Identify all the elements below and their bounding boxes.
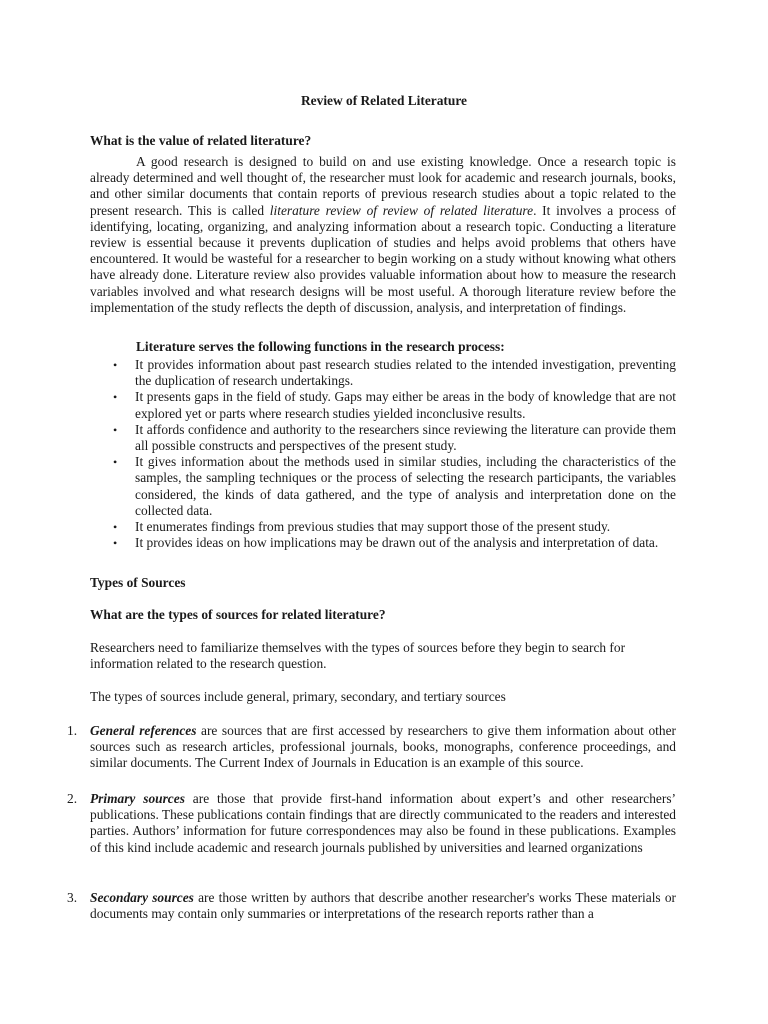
value-paragraph: [90, 154, 676, 316]
bullet-icon: •: [113, 520, 118, 535]
item-body: [90, 723, 676, 772]
paragraph-text-end: . It involves a process of identifying, locating, organizing, and analyzing information about a research topic. Conducting a literature review is essential because it prevents duplication of studies and helps avoid problems that others have encountered. It would be wasteful for a researcher to begin working on a study without knowing what others have already done. Literature review also provides valuable information about how to measure the research variables involved and what research designs will be most useful. A thorough literature review before the implementation of the study reflects the depth of discussion, analysis, and interpretation of findings.: [90, 202, 676, 315]
list-item: [113, 454, 676, 519]
item-body: [90, 890, 676, 922]
item-text: are sources that are first accessed by researchers to give them information about other sources such as research articles, professional journals, books, monographs, conference proceedings, and similar documents. The Current Index of Journals in Education is an example of this source.: [90, 723, 676, 771]
types-intro-paragraph: Researchers need to familiarize themselves with the types of sources before they begin to search for information related to the research question.: [90, 640, 626, 672]
types-question-heading: What are the types of sources for related literature?: [90, 607, 386, 622]
list-item: [113, 535, 676, 551]
list-item-text: It affords confidence and authority to the researchers since reviewing the literature can provide them all possible constructs and perspectives of the present study.: [135, 421, 676, 454]
item-body: [90, 791, 676, 856]
item-text: are those that provide first-hand information about expert’s and other researchers’ publications. These publications contain findings that are directly communicated to the readers and interested parties. Authors’ information for future correspondences may also be found in these publications. Examples of this kind include academic and research journals published by universities and learned organizations: [90, 791, 677, 855]
numbered-item: [67, 723, 676, 772]
paragraph-italic-term: literature review of review of related literature: [269, 202, 534, 218]
page-title: Review of Related Literature: [301, 93, 467, 108]
list-item: [113, 389, 676, 421]
list-item-text: It provides ideas on how implications may be drawn out of the analysis and interpretation of data.: [135, 535, 659, 551]
bullet-icon: •: [113, 390, 118, 405]
section-heading-value: What is the value of related literature?: [90, 133, 312, 148]
list-item: [113, 519, 676, 535]
numbered-item: [67, 890, 676, 922]
bullet-icon: •: [113, 422, 118, 437]
list-item-text: It gives information about the methods used in similar studies, including the characteristics of the samples, the sampling techniques or the process of selecting the research participants, the variables considered, the kinds of data gathered, and the type of analysis and interpretation done on the collected data.: [135, 454, 676, 518]
functions-list: [113, 357, 676, 551]
item-term: Primary sources: [90, 791, 185, 806]
list-item: [113, 357, 676, 389]
paragraph-text-start: A good research is designed to build on and use existing knowledge. Once a research topic is already determined and well thought of, the researcher must look for academic and research journals, books, and other similar documents that contain reports of previous research studies about a topic related to the present research. This is called: [90, 154, 676, 218]
list-item-text: It provides information about past research studies related to the intended investigation, preventing the duplication of research undertakings.: [135, 357, 676, 389]
item-number: 2.: [67, 791, 78, 806]
numbered-item: [67, 791, 676, 856]
item-term: General references: [90, 723, 197, 738]
functions-heading: Literature serves the following functions in the research process:: [136, 339, 505, 354]
bullet-icon: •: [113, 455, 118, 470]
list-item-text: It presents gaps in the field of study. Gaps may either be areas in the body of knowledge that are not explored yet or parts where research studies yielded inconclusive results.: [135, 389, 676, 421]
item-text: are those written by authors that describe another researcher's works These materials or documents may contain only summaries or interpretations of the research reports rather than a: [90, 890, 676, 922]
bullet-icon: •: [113, 358, 118, 372]
list-item-text: It enumerates findings from previous studies that may support those of the present study.: [135, 519, 611, 535]
item-term: Secondary sources: [90, 890, 194, 905]
types-summary-line: The types of sources include general, primary, secondary, and tertiary sources: [90, 689, 506, 704]
item-number: 1.: [67, 723, 78, 738]
item-number: 3.: [67, 890, 78, 905]
section-heading-types: Types of Sources: [90, 575, 186, 590]
list-item: [113, 422, 676, 454]
bullet-icon: •: [113, 536, 118, 551]
